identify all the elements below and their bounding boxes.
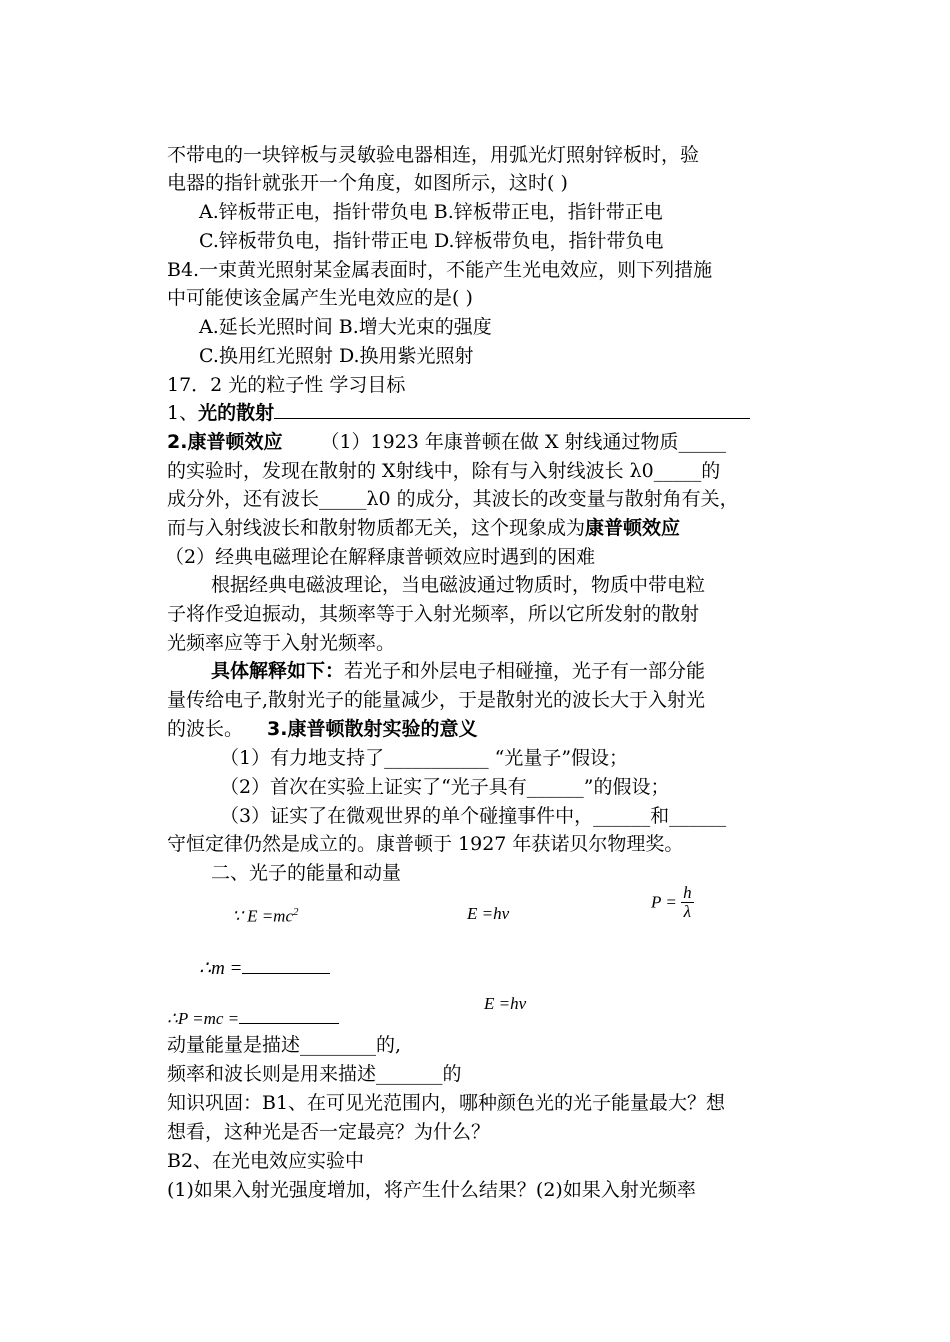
item2-title: 2.康普顿效应	[167, 431, 283, 453]
section-heading: 17．2 光的粒子性 学习目标	[167, 374, 406, 396]
sub-item2: （2）经典电磁理论在解释康普顿效应时遇到的困难	[165, 546, 596, 568]
question-b4-options-cd: C.换用红光照射 D.换用紫光照射	[199, 345, 474, 367]
item2-line1	[167, 429, 726, 455]
question-options-ab: A.锌板带正电，指针带负电 B.锌板带正电，指针带正电	[199, 201, 663, 223]
explain-line1	[211, 658, 705, 684]
item1-title: 光的散射	[198, 402, 275, 424]
classic-line1: 根据经典电磁波理论，当电磁波通过物质时，物质中带电粒	[211, 574, 706, 596]
consolidate-b1-line1: 知识巩固：B1、在可见光范围内，哪种颜色光的光子能量最大？想	[167, 1092, 726, 1114]
part2-heading: 二、光子的能量和动量	[211, 862, 402, 884]
explain-line3	[167, 716, 478, 742]
explain-text3: 的波长。	[167, 718, 250, 740]
equation-ehv-2: E =hν	[484, 994, 527, 1013]
question-options-cd: C.锌板带负电，指针带正电 D.锌板带负电，指针带负电	[199, 230, 664, 252]
item1-blank	[274, 400, 750, 419]
p-blank	[239, 1005, 339, 1024]
consolidate-b2-line1: B2、在光电效应实验中	[167, 1150, 365, 1172]
item2-text4: 而与入射线波长和散射物质都无关，这个现象成为	[167, 517, 586, 539]
equation-m: ∴m =	[199, 955, 330, 980]
question-intro-line1: 不带电的一块锌板与灵敏验电器相连，用弧光灯照射锌板时，验	[167, 144, 700, 166]
description-1: 动量能量是描述________的,	[167, 1034, 402, 1056]
fraction-h-over-lambda: $\frac{h}{\lambda}$	[683, 883, 692, 921]
explain-text1: 若光子和外层电子相碰撞，光子有一部分能	[344, 660, 706, 682]
item3-title: 3.康普顿散射实验的意义	[267, 718, 478, 740]
item2-line4	[167, 515, 680, 541]
consolidate-b2-line2: (1)如果入射光强度增加，将产生什么结果？(2)如果入射光频率	[167, 1179, 696, 1201]
compton-effect-term: 康普顿效应	[585, 517, 681, 539]
classic-line3: 光频率应等于入射光频率。	[167, 632, 396, 654]
equation-p-h-lambda: P = $\frac{h}{\lambda}$	[651, 883, 692, 921]
consolidate-b1-line2: 想看，这种光是否一定最亮？为什么？	[167, 1121, 491, 1143]
question-b4-line1: B4.一束黄光照射某金属表面时，不能产生光电效应，则下列措施	[167, 259, 713, 281]
equation-emc2: ∵ $E =mc^2$	[232, 906, 299, 926]
equation-ehv: E =hν	[467, 904, 510, 923]
explain-label: 具体解释如下：	[211, 660, 345, 682]
m-blank	[242, 955, 330, 974]
classic-line2: 子将作受迫振动，其频率等于入射光频率，所以它所发射的散射	[167, 603, 700, 625]
item2-line3: 成分外，还有波长_____λ0 的成分，其波长的改变量与散射角有关，	[167, 488, 739, 510]
equation-p-mc: ∴P =mc =	[167, 1005, 339, 1029]
explain-line2: 量传给电子,散射光子的能量减少，于是散射光的波长大于入射光	[167, 689, 706, 711]
question-b4-options-ab: A.延长光照时间 B.增大光束的强度	[199, 316, 492, 338]
question-b4-line2: 中可能使该金属产生光电效应的是( )	[167, 287, 473, 309]
question-intro-line2: 电器的指针就张开一个角度，如图所示，这时( )	[167, 172, 568, 194]
item1-line	[167, 400, 750, 426]
significance-2: （2）首次在实验上证实了“光子具有______”的假设；	[220, 776, 670, 798]
description-2: 频率和波长则是用来描述_______的	[167, 1063, 462, 1085]
item2-line2: 的实验时，发现在散射的 X射线中，除有与入射线波长 λ0_____的	[167, 460, 721, 482]
significance-3: （3）证实了在微观世界的单个碰撞事件中，______和______	[220, 805, 727, 827]
significance-4: 守恒定律仍然是成立的。康普顿于 1927 年获诺贝尔物理奖。	[167, 833, 684, 855]
item1-number: 1、	[167, 402, 199, 424]
significance-1: （1）有力地支持了___________ “光量子”假设；	[220, 747, 629, 769]
item2-text1: （1）1923 年康普顿在做 X 射线通过物质_____	[320, 431, 727, 453]
